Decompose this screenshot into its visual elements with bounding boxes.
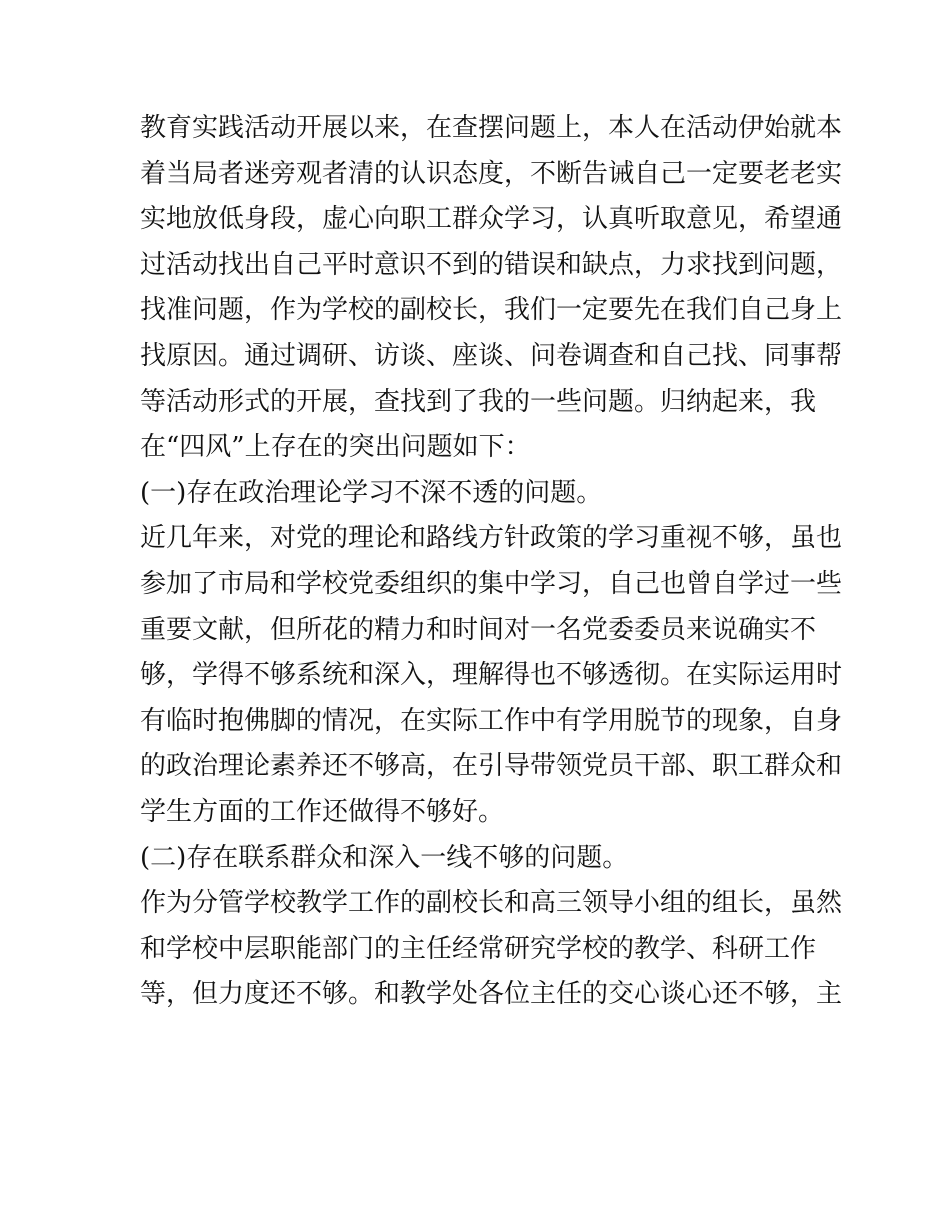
text-line: 教育实践活动开展以来，在查摆问题上，本人在活动伊始就本 xyxy=(140,113,843,143)
text-line: 找准问题，作为学校的副校长，我们一定要先在我们自己身上 xyxy=(140,295,843,326)
text-line: 够，学得不够系统和深入，理解得也不够透彻。在实际运用时 xyxy=(140,660,843,691)
section-heading: (二)存在联系群众和深入一线不够的问题。 xyxy=(140,842,629,873)
document-body xyxy=(140,106,843,1018)
text-line: 参加了市局和学校党委组织的集中学习，自己也曾自学过一些 xyxy=(140,568,843,599)
text-line: 等活动形式的开展，查找到了我的一些问题。归纳起来，我 xyxy=(140,386,817,417)
text-line: 作为分管学校教学工作的副校长和高三领导小组的组长，虽然 xyxy=(140,888,843,919)
section-heading: (一)存在政治理论学习不深不透的问题。 xyxy=(140,477,603,508)
text-line: 找原因。通过调研、访谈、座谈、问卷调查和自己找、同事帮 xyxy=(140,340,843,371)
text-line: 有临时抱佛脚的情况，在实际工作中有学用脱节的现象，自身 xyxy=(140,705,843,736)
text-line: 过活动找出自己平时意识不到的错误和缺点，力求找到问题， xyxy=(140,249,843,280)
text-line: 的政治理论素养还不够高，在引导带领党员干部、职工群众和 xyxy=(140,751,843,782)
text-line: 学生方面的工作还做得不够好。 xyxy=(140,796,505,827)
text-line: 重要文献，但所花的精力和时间对一名党委委员来说确实不 xyxy=(140,614,817,645)
text-line: 近几年来，对党的理论和路线方针政策的学习重视不够，虽也 xyxy=(140,523,843,554)
text-line: 实地放低身段，虚心向职工群众学习，认真听取意见，希望通 xyxy=(140,204,843,235)
text-line: 在“四风”上存在的突出问题如下： xyxy=(140,432,531,463)
text-line: 等，但力度还不够。和教学处各位主任的交心谈心还不够，主 xyxy=(140,979,843,1010)
text-line: 和学校中层职能部门的主任经常研究学校的教学、科研工作 xyxy=(140,933,817,964)
text-line: 着当局者迷旁观者清的认识态度，不断告诫自己一定要老老实 xyxy=(140,158,843,189)
